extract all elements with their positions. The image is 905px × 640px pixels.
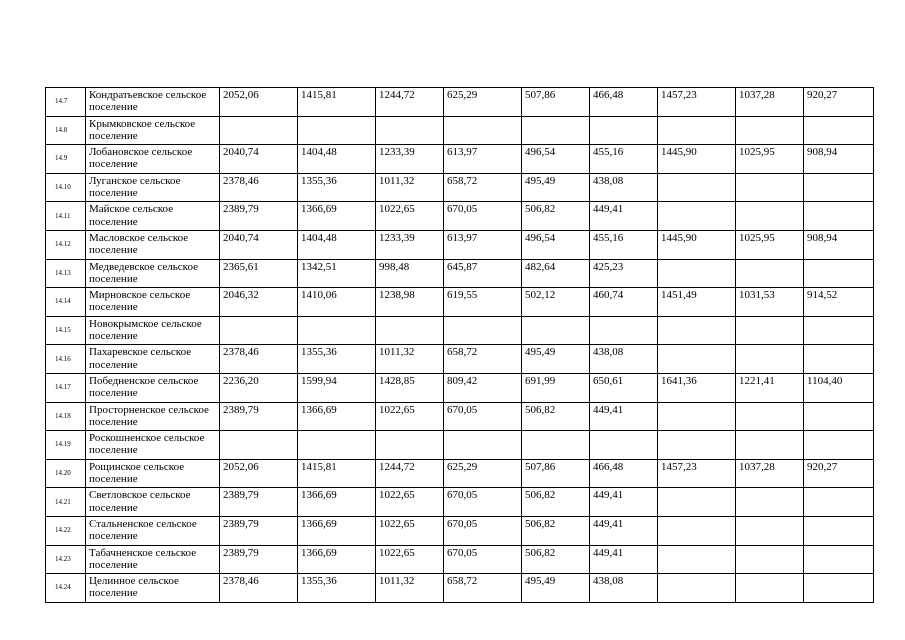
- value-cell: [220, 116, 298, 145]
- value-cell: [220, 431, 298, 460]
- value-cell: 670,05: [444, 488, 522, 517]
- table-row: [46, 574, 874, 603]
- value-cell: 1238,98: [376, 288, 444, 317]
- value-cell: 2389,79: [220, 202, 298, 231]
- value-cell: [376, 316, 444, 345]
- value-cell: [736, 574, 804, 603]
- value-cell: 2040,74: [220, 145, 298, 174]
- value-cell: 1355,36: [298, 345, 376, 374]
- value-cell: 460,74: [590, 288, 658, 317]
- value-cell: 438,08: [590, 574, 658, 603]
- table-row: [46, 345, 874, 374]
- value-cell: 1011,32: [376, 345, 444, 374]
- settlement-name: Роскошненское сельское поселение: [86, 431, 220, 460]
- value-cell: 920,27: [804, 88, 874, 117]
- row-number: 14.10: [46, 173, 86, 202]
- value-cell: [298, 431, 376, 460]
- value-cell: 438,08: [590, 345, 658, 374]
- value-cell: 1415,81: [298, 88, 376, 117]
- value-cell: 507,86: [522, 459, 590, 488]
- value-cell: 466,48: [590, 459, 658, 488]
- value-cell: [804, 259, 874, 288]
- value-cell: 2052,06: [220, 459, 298, 488]
- value-cell: 2389,79: [220, 516, 298, 545]
- table-row: [46, 259, 874, 288]
- value-cell: 1025,95: [736, 145, 804, 174]
- value-cell: 1011,32: [376, 173, 444, 202]
- value-cell: [522, 316, 590, 345]
- value-cell: [376, 431, 444, 460]
- row-number: 14.11: [46, 202, 86, 231]
- settlement-name: Новокрымское сельское поселение: [86, 316, 220, 345]
- value-cell: [804, 316, 874, 345]
- value-cell: 1366,69: [298, 545, 376, 574]
- value-cell: 920,27: [804, 459, 874, 488]
- settlement-name: Мирновское сельское поселение: [86, 288, 220, 317]
- row-number: 14.23: [46, 545, 86, 574]
- row-number: 14.20: [46, 459, 86, 488]
- value-cell: 449,41: [590, 516, 658, 545]
- value-cell: 1410,06: [298, 288, 376, 317]
- value-cell: 1599,94: [298, 373, 376, 402]
- value-cell: 2378,46: [220, 345, 298, 374]
- value-cell: 1022,65: [376, 202, 444, 231]
- value-cell: [804, 402, 874, 431]
- settlement-name: Пахаревское сельское поселение: [86, 345, 220, 374]
- row-number: 14.24: [46, 574, 86, 603]
- value-cell: 625,29: [444, 459, 522, 488]
- value-cell: [444, 316, 522, 345]
- row-number: 14.19: [46, 431, 86, 460]
- table-row: [46, 230, 874, 259]
- value-cell: 1428,85: [376, 373, 444, 402]
- value-cell: 495,49: [522, 345, 590, 374]
- value-cell: 455,16: [590, 230, 658, 259]
- value-cell: 449,41: [590, 488, 658, 517]
- settlement-name: Медведевское сельское поселение: [86, 259, 220, 288]
- value-cell: 425,23: [590, 259, 658, 288]
- value-cell: [736, 516, 804, 545]
- value-cell: 625,29: [444, 88, 522, 117]
- row-number: 14.21: [46, 488, 86, 517]
- value-cell: 658,72: [444, 173, 522, 202]
- value-cell: 1641,36: [658, 373, 736, 402]
- value-cell: 495,49: [522, 574, 590, 603]
- value-cell: [658, 316, 736, 345]
- value-cell: [522, 431, 590, 460]
- value-cell: 449,41: [590, 402, 658, 431]
- value-cell: 1037,28: [736, 459, 804, 488]
- value-cell: 2389,79: [220, 545, 298, 574]
- row-number: 14.14: [46, 288, 86, 317]
- value-cell: [220, 316, 298, 345]
- value-cell: 1233,39: [376, 145, 444, 174]
- value-cell: 1366,69: [298, 202, 376, 231]
- value-cell: 1404,48: [298, 145, 376, 174]
- value-cell: 908,94: [804, 230, 874, 259]
- value-cell: 670,05: [444, 202, 522, 231]
- value-cell: [658, 488, 736, 517]
- value-cell: [804, 116, 874, 145]
- value-cell: [658, 545, 736, 574]
- value-cell: 2236,20: [220, 373, 298, 402]
- value-cell: [658, 431, 736, 460]
- row-number: 14.9: [46, 145, 86, 174]
- settlement-name: Рощинское сельское поселение: [86, 459, 220, 488]
- settlement-name: Табачненское сельское поселение: [86, 545, 220, 574]
- table-row: [46, 202, 874, 231]
- value-cell: [736, 345, 804, 374]
- value-cell: 496,54: [522, 145, 590, 174]
- row-number: 14.16: [46, 345, 86, 374]
- row-number: 14.7: [46, 88, 86, 117]
- value-cell: 506,82: [522, 516, 590, 545]
- value-cell: [658, 345, 736, 374]
- value-cell: 650,61: [590, 373, 658, 402]
- value-cell: 998,48: [376, 259, 444, 288]
- value-cell: 1355,36: [298, 173, 376, 202]
- value-cell: 1445,90: [658, 230, 736, 259]
- table-row: [46, 88, 874, 117]
- value-cell: 613,97: [444, 145, 522, 174]
- value-cell: [804, 516, 874, 545]
- settlement-name: Светловское сельское поселение: [86, 488, 220, 517]
- value-cell: 506,82: [522, 202, 590, 231]
- value-cell: [590, 316, 658, 345]
- settlement-name: Кондратьевское сельское поселение: [86, 88, 220, 117]
- value-cell: 1104,40: [804, 373, 874, 402]
- value-cell: 1415,81: [298, 459, 376, 488]
- value-cell: 1355,36: [298, 574, 376, 603]
- value-cell: [590, 116, 658, 145]
- value-cell: 1445,90: [658, 145, 736, 174]
- settlement-name: Победненское сельское поселение: [86, 373, 220, 402]
- value-cell: 449,41: [590, 545, 658, 574]
- value-cell: [444, 431, 522, 460]
- settlement-name: Майское сельское поселение: [86, 202, 220, 231]
- table-row: [46, 116, 874, 145]
- value-cell: 613,97: [444, 230, 522, 259]
- value-cell: 438,08: [590, 173, 658, 202]
- settlement-name: Крымковское сельское поселение: [86, 116, 220, 145]
- value-cell: 1233,39: [376, 230, 444, 259]
- value-cell: 1022,65: [376, 402, 444, 431]
- value-cell: 1366,69: [298, 402, 376, 431]
- row-number: 14.22: [46, 516, 86, 545]
- row-number: 14.12: [46, 230, 86, 259]
- value-cell: 506,82: [522, 402, 590, 431]
- value-cell: 619,55: [444, 288, 522, 317]
- value-cell: 1022,65: [376, 516, 444, 545]
- value-cell: [658, 574, 736, 603]
- value-cell: 1025,95: [736, 230, 804, 259]
- table-row: [46, 173, 874, 202]
- value-cell: 658,72: [444, 345, 522, 374]
- table-row: [46, 545, 874, 574]
- table-row: [46, 459, 874, 488]
- value-cell: 502,12: [522, 288, 590, 317]
- value-cell: [804, 545, 874, 574]
- value-cell: 1244,72: [376, 459, 444, 488]
- value-cell: 670,05: [444, 545, 522, 574]
- value-cell: 670,05: [444, 516, 522, 545]
- table-row: [46, 516, 874, 545]
- value-cell: 1022,65: [376, 488, 444, 517]
- value-cell: 691,99: [522, 373, 590, 402]
- value-cell: [658, 116, 736, 145]
- value-cell: [736, 431, 804, 460]
- value-cell: 506,82: [522, 545, 590, 574]
- value-cell: [298, 116, 376, 145]
- row-number: 14.15: [46, 316, 86, 345]
- value-cell: 809,42: [444, 373, 522, 402]
- table-body: [46, 88, 874, 603]
- table-row: [46, 373, 874, 402]
- value-cell: 1011,32: [376, 574, 444, 603]
- value-cell: 670,05: [444, 402, 522, 431]
- value-cell: [658, 516, 736, 545]
- value-cell: 2389,79: [220, 488, 298, 517]
- value-cell: [804, 488, 874, 517]
- value-cell: 1037,28: [736, 88, 804, 117]
- value-cell: 466,48: [590, 88, 658, 117]
- value-cell: 645,87: [444, 259, 522, 288]
- value-cell: 914,52: [804, 288, 874, 317]
- value-cell: [736, 259, 804, 288]
- value-cell: 1366,69: [298, 516, 376, 545]
- table-row: [46, 288, 874, 317]
- row-number: 14.18: [46, 402, 86, 431]
- value-cell: 1221,41: [736, 373, 804, 402]
- value-cell: 2365,61: [220, 259, 298, 288]
- value-cell: [658, 402, 736, 431]
- settlement-name: Просторненское сельское поселение: [86, 402, 220, 431]
- value-cell: [804, 173, 874, 202]
- value-cell: [804, 431, 874, 460]
- value-cell: [736, 116, 804, 145]
- settlement-name: Стальненское сельское поселение: [86, 516, 220, 545]
- value-cell: [804, 345, 874, 374]
- value-cell: 507,86: [522, 88, 590, 117]
- value-cell: [590, 431, 658, 460]
- value-cell: [736, 173, 804, 202]
- value-cell: [444, 116, 522, 145]
- value-cell: [736, 202, 804, 231]
- value-cell: 1342,51: [298, 259, 376, 288]
- settlement-name: Масловское сельское поселение: [86, 230, 220, 259]
- settlement-name: Луганское сельское поселение: [86, 173, 220, 202]
- table-row: [46, 316, 874, 345]
- value-cell: 496,54: [522, 230, 590, 259]
- value-cell: [736, 488, 804, 517]
- value-cell: 2052,06: [220, 88, 298, 117]
- value-cell: 495,49: [522, 173, 590, 202]
- value-cell: [804, 574, 874, 603]
- value-cell: 1451,49: [658, 288, 736, 317]
- value-cell: 1366,69: [298, 488, 376, 517]
- value-cell: 2378,46: [220, 574, 298, 603]
- table-row: [46, 145, 874, 174]
- value-cell: 1031,53: [736, 288, 804, 317]
- value-cell: 455,16: [590, 145, 658, 174]
- value-cell: 2389,79: [220, 402, 298, 431]
- value-cell: [736, 545, 804, 574]
- value-cell: 908,94: [804, 145, 874, 174]
- value-cell: 658,72: [444, 574, 522, 603]
- value-cell: 1244,72: [376, 88, 444, 117]
- row-number: 14.8: [46, 116, 86, 145]
- table-row: [46, 431, 874, 460]
- value-cell: 2046,32: [220, 288, 298, 317]
- value-cell: [658, 202, 736, 231]
- value-cell: [522, 116, 590, 145]
- table-row: [46, 402, 874, 431]
- value-cell: [376, 116, 444, 145]
- value-cell: 2378,46: [220, 173, 298, 202]
- value-cell: 2040,74: [220, 230, 298, 259]
- value-cell: [736, 402, 804, 431]
- value-cell: [298, 316, 376, 345]
- value-cell: 1022,65: [376, 545, 444, 574]
- row-number: 14.17: [46, 373, 86, 402]
- value-cell: [736, 316, 804, 345]
- value-cell: 1457,23: [658, 459, 736, 488]
- value-cell: 506,82: [522, 488, 590, 517]
- settlement-name: Целинное сельское поселение: [86, 574, 220, 603]
- value-cell: 1404,48: [298, 230, 376, 259]
- table-row: [46, 488, 874, 517]
- value-cell: [658, 173, 736, 202]
- tariff-table: [45, 87, 874, 603]
- row-number: 14.13: [46, 259, 86, 288]
- value-cell: 449,41: [590, 202, 658, 231]
- value-cell: 1457,23: [658, 88, 736, 117]
- value-cell: [804, 202, 874, 231]
- value-cell: 482,64: [522, 259, 590, 288]
- value-cell: [658, 259, 736, 288]
- settlement-name: Лобановское сельское поселение: [86, 145, 220, 174]
